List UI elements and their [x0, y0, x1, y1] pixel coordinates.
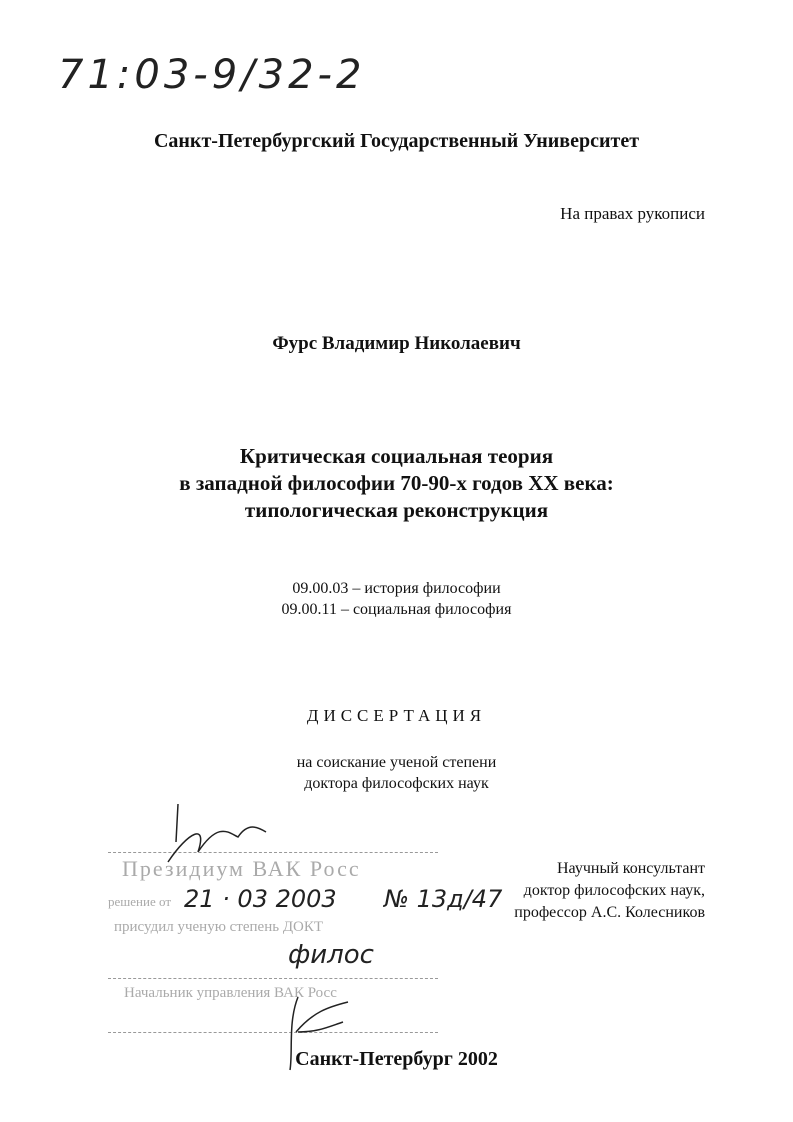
advisor-line: Научный консультант — [557, 860, 705, 877]
title-line: Критическая социальная теория — [239, 444, 554, 468]
manuscript-rights: На правах рукописи — [560, 204, 705, 223]
signature-icon — [148, 802, 268, 872]
advisor-line: профессор А.С. Колесников — [514, 904, 705, 921]
stamp-line: Начальник управления ВАК Росс — [124, 985, 337, 1001]
advisor-line: доктор философских наук, — [523, 882, 705, 899]
vak-stamp — [108, 842, 503, 1044]
title-line: типологическая реконструкция — [244, 498, 549, 522]
title-line: в западной философии 70-90-х годов XX века: — [179, 471, 614, 495]
degree-line: на соискание ученой степени — [296, 754, 497, 771]
stamp-number-handwritten: № 13д/47 — [384, 885, 503, 913]
stamp-field-handwritten: филос — [288, 940, 374, 970]
specialty: 09.00.03 – история философии — [292, 580, 501, 597]
stamp-line: присудил ученую степень ДОКТ — [114, 919, 324, 935]
author-name: Фурс Владимир Николаевич — [272, 333, 521, 354]
stamp-line: Президиум ВАК Росс — [122, 856, 361, 881]
document-type: ДИССЕРТАЦИЯ — [306, 706, 487, 725]
degree — [0, 752, 793, 794]
university-name: Санкт-Петербургский Государственный Университет — [153, 130, 640, 152]
specialty: 09.00.11 – социальная философия — [281, 601, 512, 618]
scientific-advisor — [514, 858, 705, 924]
degree-line: доктора философских наук — [304, 775, 489, 792]
specialties — [0, 578, 793, 620]
archive-number: 71:03-9/32-2 — [58, 52, 366, 98]
dissertation-title — [0, 443, 793, 524]
city-year: Санкт-Петербург 2002 — [295, 1048, 498, 1070]
stamp-line: решение от — [108, 894, 171, 909]
stamp-date-handwritten: 21 · 03 2003 — [184, 885, 337, 913]
